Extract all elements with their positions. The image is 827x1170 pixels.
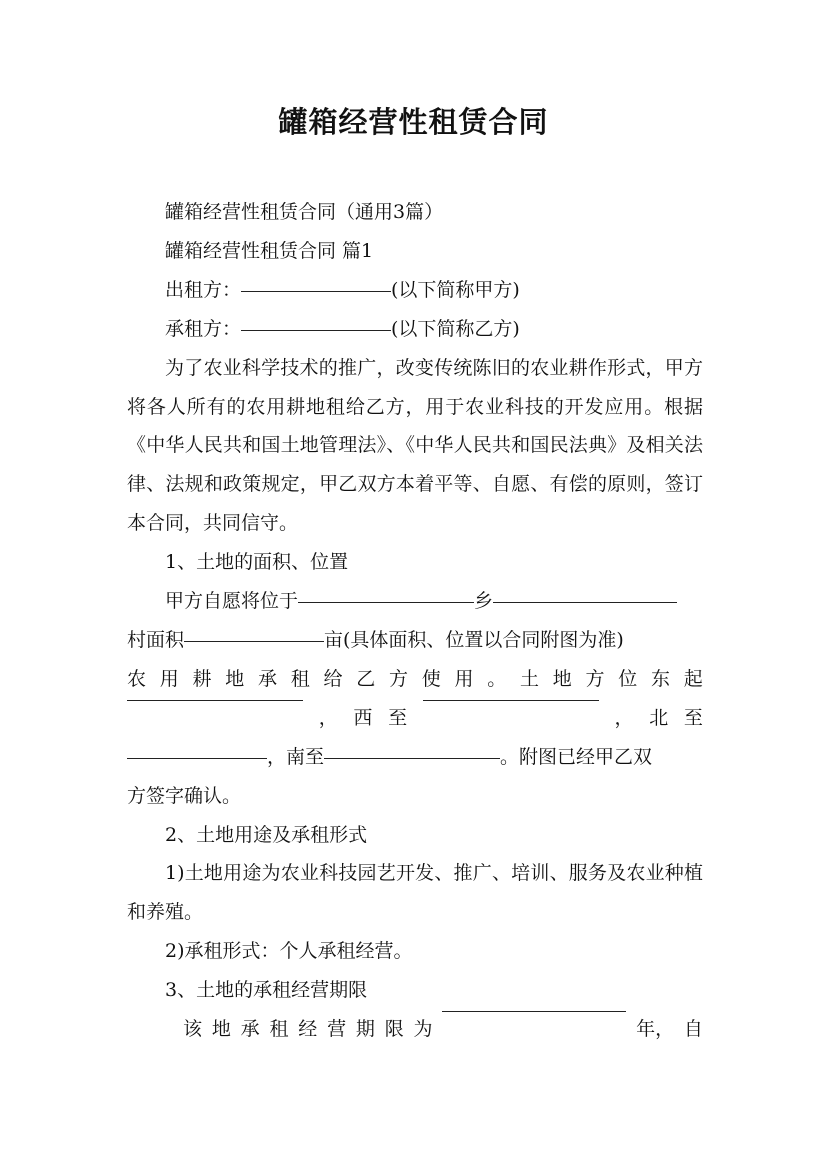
location-line-1 (127, 582, 703, 621)
lessor-line (127, 271, 703, 310)
document-body (127, 193, 703, 1049)
text-span: 村面积 (127, 628, 185, 651)
section-heading: 罐箱经营性租赁合同 篇1 (165, 239, 374, 262)
char: 。 (487, 667, 507, 690)
char: 承 (240, 1018, 260, 1041)
blank-field (241, 329, 391, 331)
location-line-5 (127, 738, 703, 777)
char: 至 (388, 706, 408, 729)
location-line-2 (127, 621, 703, 660)
char: 方 (585, 667, 605, 690)
document-title: 罐箱经营性租赁合同 (278, 105, 549, 139)
lessee-line (127, 310, 703, 349)
text-span: ，南至 (267, 745, 325, 768)
char: 给 (323, 667, 343, 690)
preamble-paragraph: 为了农业科学技术的推广，改变传统陈旧的农业耕作形式，甲方将各人所有的农用耕地租给乙方，用于农业科技的开发应用。根据《中华人民共和国土地管理法》、《中华人民共和国民法典》及相关法律、法规和政策规定，甲乙双方本着平等、自愿、有偿的原则，签订本合同，共同信守。 (127, 356, 703, 535)
char: 营 (327, 1018, 347, 1041)
usage-paragraph: 1)土地用途为农业科技园艺开发、推广、培训、服务及农业种植和养殖。 (127, 862, 703, 924)
text-span: 。附图已经甲乙双 (500, 745, 653, 768)
blank-field (493, 601, 677, 603)
text-span: 乡 (474, 590, 494, 613)
lessee-note: (以下简称乙方) (391, 317, 520, 340)
location-line-4 (127, 699, 703, 738)
char: 租 (290, 667, 310, 690)
char: 为 (413, 1018, 433, 1041)
blank-field (127, 699, 303, 701)
char: 乙 (356, 667, 376, 690)
char: ， (318, 706, 338, 729)
text-span: 甲方自愿将位于 (165, 590, 299, 613)
char: 方 (389, 667, 409, 690)
char: 东 (651, 667, 671, 690)
char: 地 (225, 667, 245, 690)
location-line-6: 方签字确认。 (127, 784, 242, 807)
blank-field (324, 757, 500, 759)
char: 期 (355, 1018, 375, 1041)
char: 地 (211, 1018, 231, 1041)
blank-field (442, 1010, 626, 1012)
char: 经 (298, 1018, 318, 1041)
clause-heading: 1、土地的面积、位置 (165, 551, 349, 574)
blank-field (423, 699, 599, 701)
char: 租 (269, 1018, 289, 1041)
char: 用 (159, 667, 179, 690)
text-span: 亩(具体面积、位置以合同附图为准) (324, 628, 624, 651)
blank-field (241, 290, 391, 292)
clause-heading: 3、土地的承租经营期限 (165, 979, 368, 1002)
blank-field (127, 757, 267, 759)
char: 西 (353, 706, 373, 729)
clause-heading: 2、土地用途及承租形式 (165, 823, 368, 846)
char: 地 (552, 667, 572, 690)
char: 土 (520, 667, 540, 690)
term-line (127, 1010, 703, 1049)
char: 用 (454, 667, 474, 690)
char: 承 (258, 667, 278, 690)
char: 起 (683, 667, 703, 690)
blank-field (298, 601, 474, 603)
char: 年， (636, 1018, 675, 1041)
subtitle-line: 罐箱经营性租赁合同（通用3篇） (165, 201, 444, 223)
lessee-label: 承租方： (165, 317, 242, 340)
char: 位 (618, 667, 638, 690)
char: 耕 (192, 667, 212, 690)
char: 自 (683, 1018, 703, 1041)
char: ， (614, 706, 634, 729)
char: 使 (421, 667, 441, 690)
lease-form-line: 2)承租形式：个人承租经营。 (165, 940, 413, 963)
char: 该 (183, 1018, 203, 1041)
location-line-3 (127, 660, 703, 699)
char: 北 (649, 706, 669, 729)
char: 农 (127, 667, 147, 690)
lessor-label: 出租方： (165, 278, 242, 301)
char: 限 (384, 1018, 404, 1041)
lessor-note: (以下简称甲方) (391, 278, 520, 301)
blank-field (184, 640, 324, 642)
char: 至 (683, 706, 703, 729)
